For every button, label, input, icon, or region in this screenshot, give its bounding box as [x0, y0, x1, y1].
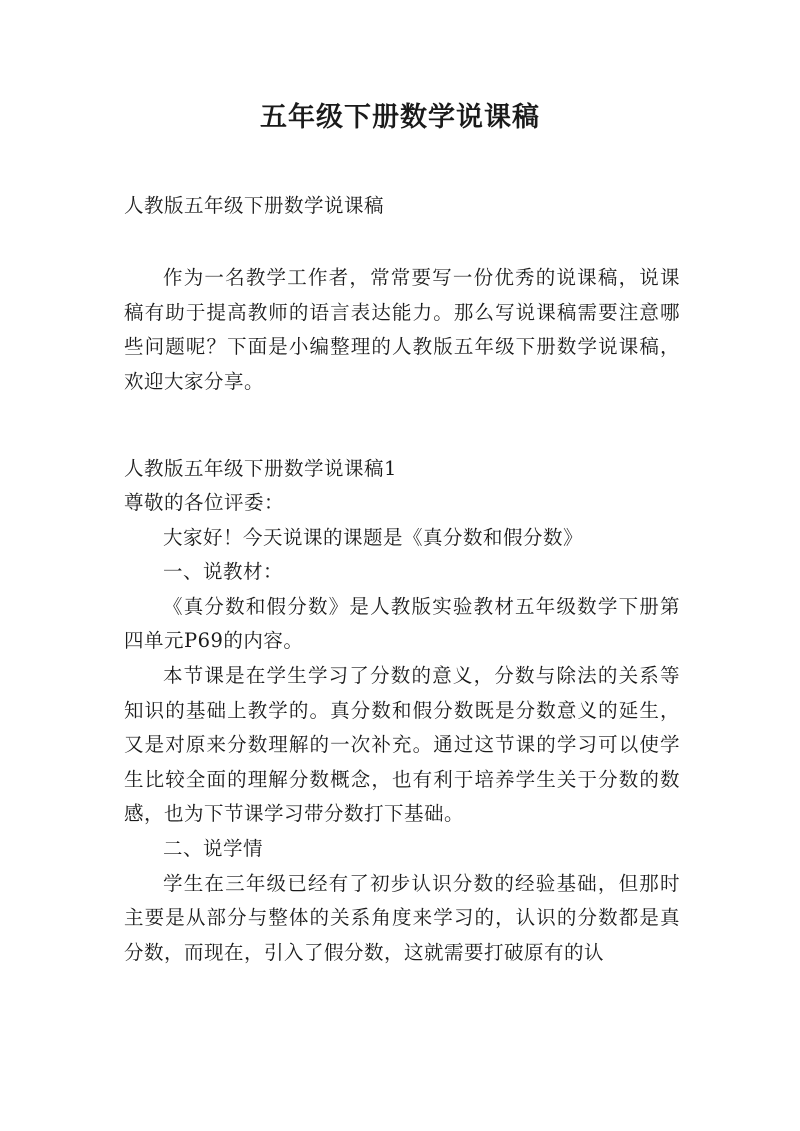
greeting-paragraph: 大家好！今天说课的课题是《真分数和假分数》: [163, 525, 584, 549]
students-paragraph: 学生在三年级已经有了初步认识分数的经验基础，但那时主要是从部分与整体的关系角度来学习的，认识的分数都是真分数，而现在，引入了假分数，这就需要打破原有的认: [124, 871, 680, 964]
section-title: 人教版五年级下册数学说课稿1: [124, 457, 397, 480]
document-subtitle: 人教版五年级下册数学说课稿: [124, 194, 385, 217]
textbook-paragraph-2: 本节课是在学生学习了分数的意义，分数与除法的关系等知识的基础上教学的。真分数和假分数既是分数意义的延生，又是对原来分数理解的一次补充。通过这节课的学习可以使学生比较全面的理解分数概念，也有利于培养学生关于分数的数感，也为下节课学习带分数打下基础。: [124, 663, 680, 826]
salutation: 尊敬的各位评委：: [124, 491, 285, 514]
textbook-paragraph-1: 《真分数和假分数》是人教版实验教材五年级数学下册第四单元P69的内容。: [124, 594, 680, 653]
section-body: [124, 486, 680, 970]
heading-students: 二、说学情: [163, 836, 264, 860]
document-title: 五年级下册数学说课稿: [260, 102, 540, 133]
intro-paragraph: 作为一名教学工作者，常常要写一份优秀的说课稿，说课稿有助于提高教师的语言表达能力。那么写说课稿需要注意哪些问题呢？下面是小编整理的人教版五年级下册数学说课稿，欢迎大家分享。: [124, 266, 680, 393]
heading-textbook: 一、说教材：: [163, 560, 284, 584]
